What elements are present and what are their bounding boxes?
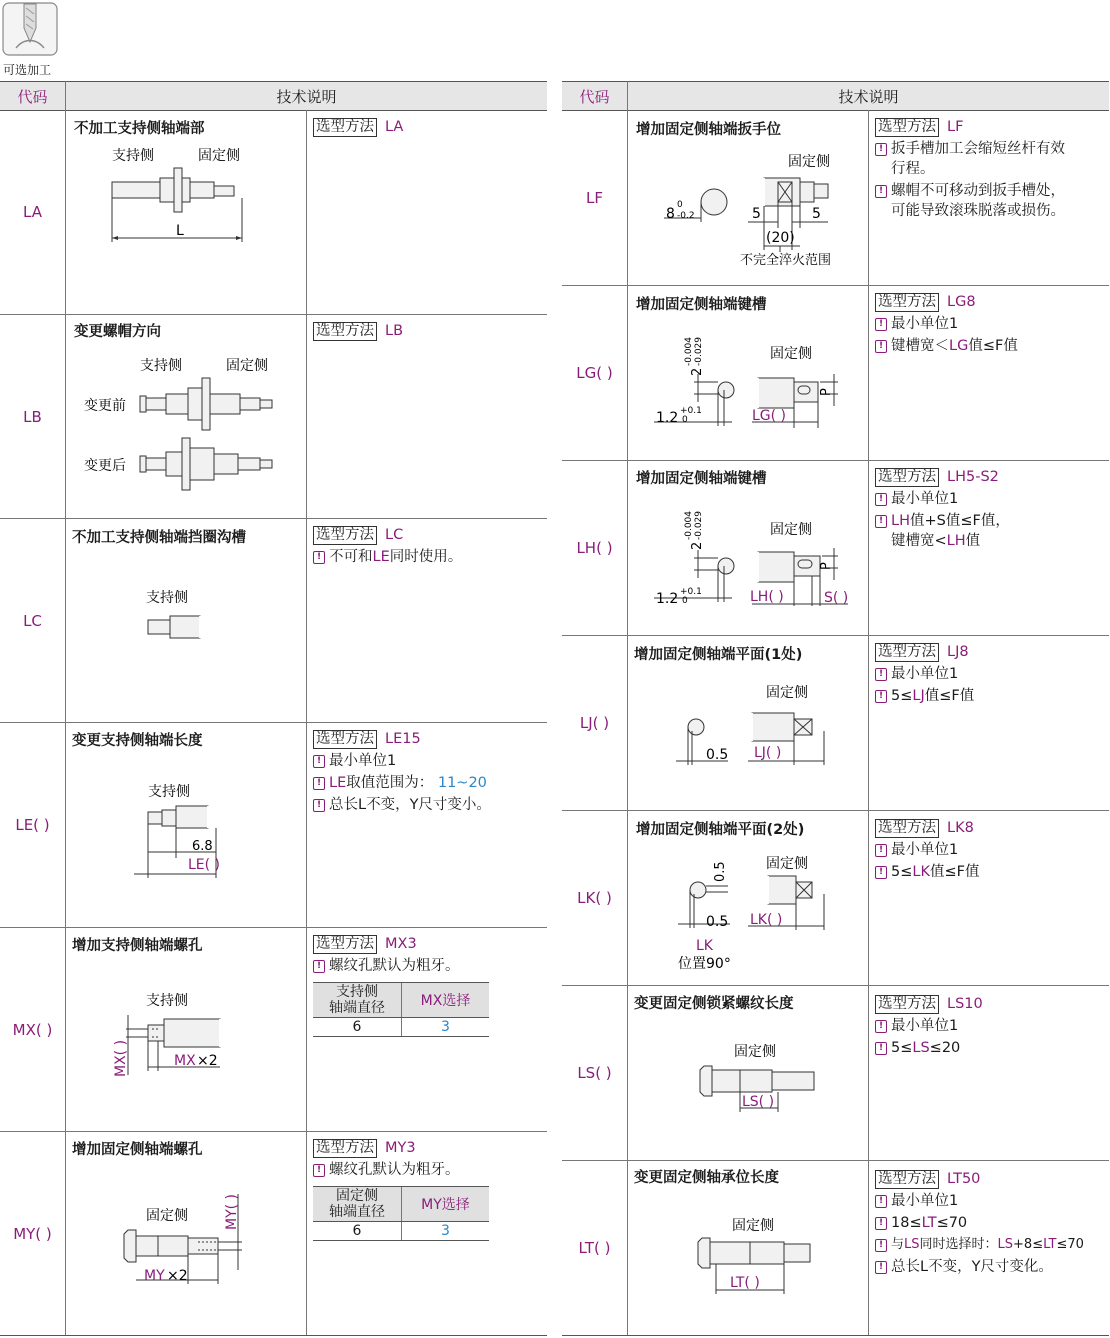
select-method-value: MY3 [385,1140,416,1156]
note-text: 5≤ [891,1040,913,1056]
select-method-label: 选型方法 [875,643,939,662]
shaft-diagram-LH [628,494,868,614]
caution-icon: ! [313,960,325,973]
tol-lower: -0.029 [694,510,704,540]
tol-upper: 0 [677,200,683,210]
dim-5-right: 5 [812,206,821,222]
note-text: 值≤F值 [924,688,975,704]
table-cell: 3 [402,1018,490,1037]
label-fixed-side: 固定侧 [770,346,812,362]
shaft-diagram-LT [628,1212,868,1302]
caution-icon: ! [313,551,325,564]
label-fixed-side: 固定侧 [198,148,240,164]
dim-8: 8 [666,206,675,222]
code-LC: LC [23,611,42,630]
tol-upper: -0.004 [684,510,694,540]
note-text: 最小单位1 [891,1193,959,1209]
select-method-label: 选型方法 [875,118,939,137]
dim-times2: ×2 [167,1268,188,1284]
note-text: 螺纹孔默认为粗牙。 [329,1162,460,1178]
select-method-value: MX3 [385,936,417,952]
code-MX: MX( ) [12,1020,53,1039]
dim-MY-vertical: MY( ) [224,1193,240,1230]
select-method-label: 选型方法 [875,293,939,312]
note-incomplete-quench: 不完全淬火范围 [740,253,832,268]
note-text: 总长L不变，Y尺寸变小。 [329,797,491,813]
label-fixed-side: 固定侧 [226,358,268,374]
note-text: 取值范围为： [346,775,434,791]
note-text: 键槽宽< [891,533,947,549]
select-method-label: 选型方法 [313,526,377,545]
note-highlight: LE [372,549,390,565]
caution-icon: ! [875,844,887,857]
caution-icon: ! [313,755,325,768]
note-text: 最小单位1 [891,842,959,858]
note-text: 不可和 [329,549,373,565]
row-title: 增加固定侧轴端螺孔 [72,1142,203,1158]
select-method-label: 选型方法 [313,935,377,954]
row-title: 增加固定侧轴端键槽 [636,471,767,487]
row-title: 增加固定侧轴端平面(2处) [636,822,805,838]
dim-0-5: 0.5 [706,747,729,763]
dim-LJ: LJ( ) [754,745,782,761]
row-title: 不加工支持侧轴端挡圈沟槽 [72,530,246,546]
shaft-diagram-LF [628,140,868,275]
code-LA: LA [23,203,42,221]
shaft-diagram-LC [66,580,306,660]
dim-5-left: 5 [752,206,761,222]
select-method-value: LJ8 [947,644,969,660]
caution-icon: ! [875,1195,887,1208]
select-method-label: 选型方法 [875,468,939,487]
label-after: 变更后 [84,458,126,474]
note-text: 值≤F值 [968,338,1018,354]
table-header: MY选择 [402,1187,490,1222]
corner-label: 可选加工 [3,63,52,77]
code-MY: MY( ) [13,1224,52,1243]
note-text: 键槽宽＜ [891,338,949,354]
label-position-90: 位置90° [678,956,731,972]
label-before: 变更前 [84,398,126,414]
dim-times2: ×2 [197,1053,218,1069]
drill-bit-icon [2,2,58,56]
note-highlight: LH [946,533,966,549]
caution-icon: ! [875,668,887,681]
label-fixed-side: 固定侧 [734,1044,776,1060]
row-title: 变更支持侧轴端长度 [72,733,203,749]
label-support-side: 支持侧 [148,784,190,800]
table-header: 轴端直径 [329,1204,385,1220]
label-support-side: 支持侧 [146,993,188,1009]
note-highlight: LE [329,775,347,791]
dim-0-5-vertical: 0.5 [713,861,728,882]
tol-upper: +0.1 [680,406,702,416]
select-method-value: LG8 [947,294,976,310]
caution-icon: ! [875,866,887,879]
shaft-diagram-LG [628,318,868,438]
label-fixed-side: 固定侧 [766,856,808,872]
row-title: 变更固定侧锁紧螺纹长度 [634,996,794,1012]
label-fixed-side: 固定侧 [146,1208,188,1224]
dim-L: L [176,223,184,239]
note-text: 最小单位1 [891,491,959,507]
dim-S: S( ) [824,590,849,606]
note-text: 同时选择时： [919,1237,998,1252]
mx-selection-table [313,982,489,1037]
select-method-value: LB [385,323,404,339]
note-highlight: LS [904,1237,920,1252]
note-text: 行程。 [891,161,935,177]
shaft-diagram-LE [66,780,306,890]
caution-icon: ! [875,1217,887,1230]
caution-icon: ! [875,318,887,331]
label-fixed-side: 固定侧 [766,685,808,701]
select-method-label: 选型方法 [313,118,377,137]
select-method-value: LK8 [947,820,974,836]
select-method-label: 选型方法 [313,1139,377,1158]
select-method-label: 选型方法 [875,819,939,838]
shaft-diagram-LJ [628,675,868,785]
dim-1-2: 1.2 [656,410,679,426]
note-text: 5≤ [891,688,913,704]
left-table-header [0,81,547,111]
code-LB: LB [23,407,42,426]
label-fixed-side: 固定侧 [770,522,812,538]
code-LG: LG( ) [576,364,613,382]
caution-icon: ! [313,777,325,790]
tol-lower: -0.029 [694,336,704,366]
note-highlight: LS [997,1237,1014,1252]
note-text: 值 [965,533,981,549]
caution-icon: ! [875,1042,887,1055]
note-text: +8≤ [1013,1237,1044,1252]
select-method-value: LA [385,119,404,135]
note-text: ≤20 [929,1040,961,1056]
caution-icon: ! [875,1239,887,1252]
tol-lower: 0 [682,415,688,425]
note-text: 最小单位1 [891,666,959,682]
note-highlight: LG [949,338,969,354]
shaft-diagram-LB [66,340,306,500]
dim-2: 2 [690,367,705,376]
note-highlight: LK [912,864,930,880]
label-fixed-side: 固定侧 [732,1218,774,1234]
note-text: 与 [891,1237,905,1252]
tol-upper: -0.004 [684,336,694,366]
dim-1-2: 1.2 [656,591,679,607]
shaft-diagram-LK [628,846,868,976]
dim-0-5: 0.5 [706,914,729,930]
my-selection-table [313,1186,489,1241]
dim-LK: LK( ) [750,912,783,928]
caution-icon: ! [875,515,887,528]
select-method-value: LH5-S2 [947,469,999,485]
dim-MX-vertical: MX( ) [113,1039,129,1077]
dim-LG: LG( ) [752,408,787,424]
select-method-label: 选型方法 [313,322,377,341]
shaft-diagram-LS [628,1038,868,1118]
left-header-desc: 技术说明 [276,87,337,106]
table-cell: 3 [402,1222,490,1241]
caution-icon: ! [313,1164,325,1177]
dim-MX: MX [174,1053,196,1069]
note-text: 扳手槽加工会缩短丝杆有效 [891,141,1065,157]
right-header-code: 代码 [579,87,610,106]
note-text: 最小单位1 [329,753,397,769]
dim-P: P [819,388,834,396]
note-text: 螺纹孔默认为粗牙。 [329,958,460,974]
note-text: 可能导致滚珠脱落或损伤。 [891,203,1065,219]
label-fixed-side: 固定侧 [788,154,830,170]
note-text: 值≤F值 [929,864,980,880]
note-text: 5≤ [891,864,913,880]
select-method-label: 选型方法 [875,1170,939,1189]
caution-icon: ! [875,143,887,156]
caution-icon: ! [875,1261,887,1274]
label-LK: LK [696,938,713,954]
note-text: 18≤ [891,1215,922,1231]
label-support-side: 支持侧 [146,590,188,606]
table-cell: 6 [313,1222,402,1241]
select-method-value: LT50 [947,1171,981,1187]
dim-20: (20) [766,230,795,246]
shaft-diagram-MY [66,1190,306,1290]
select-method-value: LC [385,527,404,543]
label-support-side: 支持侧 [140,358,182,374]
row-title: 增加固定侧轴端平面(1处) [634,647,803,663]
note-highlight: LS [912,1040,930,1056]
code-LF: LF [586,188,603,207]
code-LS: LS( ) [577,1064,612,1082]
note-text: ≤70 [936,1215,968,1231]
dim-LS: LS( ) [742,1094,775,1110]
right-table-header [562,81,1109,111]
right-header-desc: 技术说明 [838,87,899,106]
note-range: 11~20 [437,775,487,791]
row-title: 变更固定侧轴承位长度 [634,1170,779,1186]
note-text: 值+S值≤F值， [909,513,1010,529]
select-method-value: LE15 [385,731,421,747]
shaft-diagram-MX [66,985,306,1095]
caution-icon: ! [875,185,887,198]
caution-icon: ! [313,799,325,812]
select-method-value: LS10 [947,996,983,1012]
note-text: 同时使用。 [389,549,463,565]
dim-LE: LE( ) [188,857,221,873]
caution-icon: ! [875,340,887,353]
dim-LT: LT( ) [730,1275,760,1291]
caution-icon: ! [875,1020,887,1033]
caution-icon: ! [875,690,887,703]
code-LJ: LJ( ) [579,714,610,732]
note-highlight: LT [1043,1237,1057,1252]
note-text: ≤70 [1056,1237,1084,1252]
caution-icon: ! [875,493,887,506]
dim-MY: MY [144,1268,165,1284]
tol-lower: -0.2 [677,211,695,221]
label-support-side: 支持侧 [112,148,154,164]
row-title: 不加工支持侧轴端部 [74,121,205,137]
code-LH: LH( ) [576,539,613,557]
code-LT: LT( ) [578,1239,611,1257]
row-title: 变更螺帽方向 [74,324,161,340]
dim-LH: LH( ) [750,589,784,605]
table-header: 固定侧 [336,1188,378,1204]
table-cell: 6 [313,1018,402,1037]
shaft-diagram-LA [66,140,306,250]
select-method-label: 选型方法 [875,995,939,1014]
select-method-value: LF [947,119,964,135]
note-highlight: LJ [912,688,925,704]
note-text: 总长L不变，Y尺寸变化。 [891,1259,1053,1275]
tol-lower: 0 [682,596,688,606]
dim-2: 2 [690,541,705,550]
dim-P: P [819,562,834,570]
note-text: 螺帽不可移动到扳手槽处， [891,183,1065,199]
table-header: 支持侧 [336,984,378,1000]
note-text: 最小单位1 [891,316,959,332]
note-text: 最小单位1 [891,1018,959,1034]
note-highlight: LH [891,513,910,529]
code-LK: LK( ) [577,889,612,907]
code-LE: LE( ) [15,816,50,834]
note-highlight: LT [921,1215,937,1231]
row-title: 增加固定侧轴端扳手位 [636,122,781,138]
tol-upper: +0.1 [680,587,702,597]
dim-6-8: 6.8 [192,839,213,854]
row-title: 增加支持侧轴端螺孔 [72,938,203,954]
table-header: MX选择 [402,983,490,1018]
table-header: 轴端直径 [329,1000,385,1016]
select-method-label: 选型方法 [313,730,377,749]
left-header-code: 代码 [17,87,48,106]
row-title: 增加固定侧轴端键槽 [636,297,767,313]
